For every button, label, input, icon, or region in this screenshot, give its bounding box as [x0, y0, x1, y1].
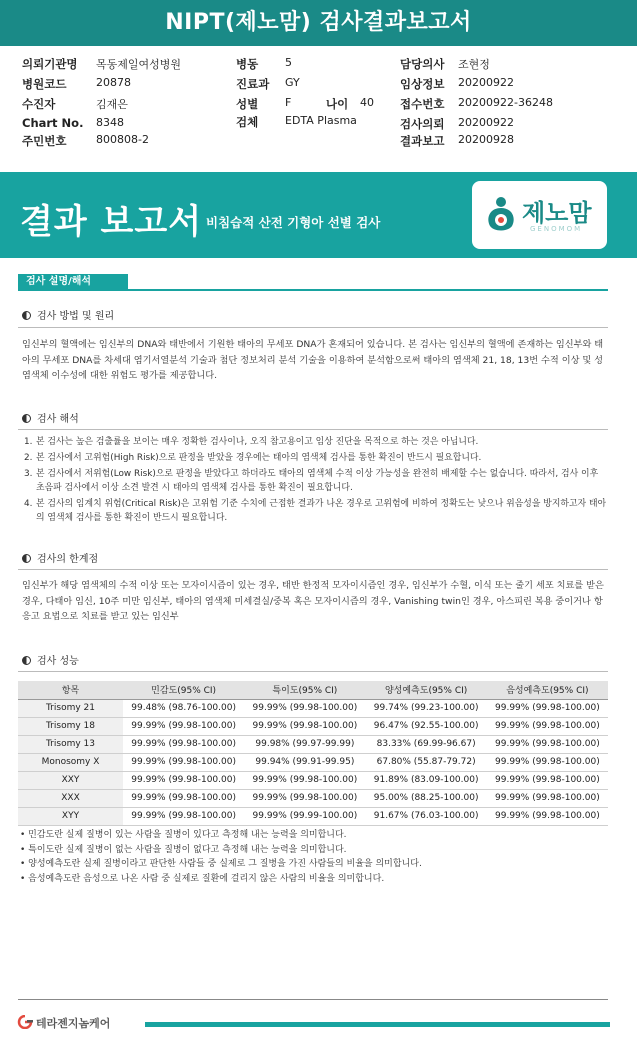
value-clinical-info: 20200922 [458, 76, 514, 89]
value-receipt-no: 20200922-36248 [458, 96, 553, 109]
label-sex: 성별 [236, 97, 259, 111]
limit-heading [22, 550, 98, 565]
table-row [18, 735, 608, 753]
label-doctor: 담당의사 [400, 57, 445, 71]
value-report-date: 20200928 [458, 133, 514, 146]
row-label-cell: XXX [18, 789, 123, 807]
section-divider [18, 289, 608, 291]
table-row [18, 789, 608, 807]
table-cell: 83.33% (69.99-96.67) [366, 735, 487, 753]
half-circle-icon [22, 554, 31, 563]
terragen-logo-icon [16, 1015, 34, 1029]
label-institution: 의뢰기관명 [22, 57, 78, 71]
table-header-row [18, 681, 608, 699]
genomom-logo [472, 181, 607, 249]
value-age: 40 [360, 96, 374, 109]
table-cell: 99.99% (99.98-100.00) [244, 699, 365, 717]
footer-bar [145, 1022, 610, 1027]
footer-divider [18, 999, 608, 1000]
value-institution: 목동제일여성병원 [96, 58, 182, 71]
note-item: • 특이도란 실제 질병이 없는 사람을 질병이 없다고 측정해 내는 능력을 의미합니다. [20, 844, 347, 855]
table-row [18, 807, 608, 825]
column-header: 민감도(95% CI) [123, 681, 244, 699]
table-cell: 99.99% (99.98-100.00) [487, 753, 608, 771]
logo-subtext: GENOMOM [530, 225, 583, 233]
perf-heading [22, 652, 79, 667]
list-item: 1. 본 검사는 높은 검출률을 보이는 매우 정확한 검사이나, 오직 참고용이고 임상 진단을 목적으로 하는 것은 아닙니다. [24, 437, 479, 447]
value-doctor: 조현정 [458, 58, 490, 71]
list-item: 4. 본 검사의 임계치 위험(Critical Risk)은 고위험 기준 수치에 근접한 결과가 나온 경우로 고위험에 비하여 정확도는 낮으나 위음성을 방지하고자 태아의 염색체 검사를 통한 확진이 반드시 필요합니다. [24, 499, 607, 523]
table-cell: 96.47% (92.55-100.00) [366, 717, 487, 735]
table-row [18, 699, 608, 717]
divider [18, 429, 608, 430]
table-cell: 99.98% (99.97-99.99) [244, 735, 365, 753]
table-row [18, 753, 608, 771]
table-cell: 99.99% (99.98-100.00) [487, 699, 608, 717]
list-item: 2. 본 검사에서 고위험(High Risk)으로 판정을 받았을 경우에는 태아의 염색체 검사를 통한 확진이 반드시 필요합니다. [24, 453, 482, 463]
label-age: 나이 [326, 97, 349, 111]
method-text: 임신부의 혈액에는 임신부의 DNA와 태반에서 기원한 태아의 무세포 DNA가 혼재되어 있습니다. 본 검사는 임신부의 혈액에 존재하는 임신부와 태아의 무세포 DNA를 차세대 염기서열분석 기술과 첨단 정보처리 분석 기술을 이용하여 분석함으로써 태아의 염색체 21, 18, 13번 수적 이상 및 성염색체 이수성에 대한 위험도 평가를 제공합니다. [22, 339, 604, 381]
interp-title: 검사 해석 [37, 414, 79, 425]
table-cell: 99.99% (99.98-100.00) [487, 771, 608, 789]
method-heading [22, 307, 114, 322]
table-cell: 99.99% (99.98-100.00) [487, 789, 608, 807]
table-cell: 99.99% (99.99-100.00) [244, 807, 365, 825]
table-cell: 99.99% (99.98-100.00) [123, 807, 244, 825]
table-cell: 99.99% (99.98-100.00) [123, 735, 244, 753]
logo-text: 제노맘 [522, 199, 592, 227]
table-cell: 99.99% (99.98-100.00) [123, 717, 244, 735]
footer-logo [16, 1015, 110, 1031]
label-chart-no: Chart No. [22, 116, 84, 130]
value-sex: F [285, 96, 292, 109]
row-label-cell: Trisomy 13 [18, 735, 123, 753]
row-label-cell: XYY [18, 807, 123, 825]
table-cell: 95.00% (88.25-100.00) [366, 789, 487, 807]
table-cell: 99.99% (99.98-100.00) [123, 753, 244, 771]
value-request-date: 20200922 [458, 116, 514, 129]
table-cell: 91.67% (76.03-100.00) [366, 807, 487, 825]
label-department: 진료과 [236, 77, 270, 91]
divider [18, 569, 608, 570]
result-banner [0, 172, 637, 258]
table-row [18, 717, 608, 735]
divider [18, 327, 608, 328]
label-clinical-info: 임상정보 [400, 77, 445, 91]
list-item: 3. 본 검사에서 저위험(Low Risk)으로 판정을 받았다고 하더라도 태아의 염색체 수적 이상 가능성을 완전히 배제할 수는 없습니다. 따라서, 검사 이후 초음파 검사에서 이상 소견 발견 시 태아의 염색체 검사를 통한 확진이 필요합니다. [24, 469, 599, 493]
interp-heading [22, 410, 79, 425]
label-specimen: 검체 [236, 115, 259, 129]
value-department: GY [285, 76, 300, 89]
label-receipt-no: 접수번호 [400, 97, 445, 111]
table-cell: 99.48% (98.76-100.00) [123, 699, 244, 717]
label-report-date: 결과보고 [400, 134, 445, 148]
table-cell: 99.99% (99.98-100.00) [123, 771, 244, 789]
row-label-cell: Trisomy 21 [18, 699, 123, 717]
note-item: • 음성예측도란 음성으로 나온 사람 중 실제로 질환에 걸리지 않은 사람의 비율을 의미합니다. [20, 873, 385, 884]
column-header: 음성예측도(95% CI) [487, 681, 608, 699]
table-cell: 99.74% (99.23-100.00) [366, 699, 487, 717]
table-cell: 99.99% (99.98-100.00) [244, 789, 365, 807]
table-cell: 67.80% (55.87-79.72) [366, 753, 487, 771]
row-label-cell: Monosomy X [18, 753, 123, 771]
notes [20, 828, 610, 886]
table-cell: 99.99% (99.98-100.00) [244, 717, 365, 735]
column-header: 특이도(95% CI) [244, 681, 365, 699]
value-specimen: EDTA Plasma [285, 114, 357, 127]
table-row [18, 771, 608, 789]
limit-title: 검사의 한계점 [37, 554, 99, 565]
half-circle-icon [22, 414, 31, 423]
footer-company: 테라젠지놈케어 [36, 1017, 111, 1030]
interp-list [24, 435, 608, 527]
table-cell: 99.99% (99.98-100.00) [244, 771, 365, 789]
table-cell: 99.99% (99.98-100.00) [487, 717, 608, 735]
label-request-date: 검사의뢰 [400, 117, 445, 131]
note-item: • 양성예측도란 실제 질병이라고 판단한 사람들 중 실제로 그 질병을 가진 사람들의 비율을 의미합니다. [20, 859, 422, 869]
banner-title: 결과 보고서 [20, 202, 203, 242]
divider [18, 671, 608, 672]
value-patient: 김재은 [96, 98, 128, 111]
label-resident-no: 주민번호 [22, 134, 67, 148]
table-cell: 99.99% (99.98-100.00) [487, 735, 608, 753]
limit-text: 임신부가 해당 염색체의 수적 이상 또는 모자이시즘이 있는 경우, 태반 한정적 모자이시즘인 경우, 임신부가 수혈, 이식 또는 줄기 세포 치료를 받은 경우, 다태아 임신, 10주 미만 임신부, 태아의 염색체 미세결실/중복 혹은 모자이시즘의 경우, Vanishing twin인 경우, 아스피린 복용 중이거나 항 응고 요법으로 치료를 받고 있는 임신부 [22, 580, 604, 622]
table-cell: 99.99% (99.98-100.00) [487, 807, 608, 825]
table-cell: 91.89% (83.09-100.00) [366, 771, 487, 789]
performance-table [18, 681, 608, 826]
table-cell: 99.94% (99.91-99.95) [244, 753, 365, 771]
banner-subtitle: 비침습적 산전 기형아 선별 검사 [206, 215, 381, 230]
method-title: 검사 방법 및 원리 [37, 311, 115, 322]
report-title: NIPT(제노맘) 검사결과보고서 [0, 0, 637, 46]
label-patient: 수진자 [22, 97, 56, 111]
row-label-cell: XXY [18, 771, 123, 789]
value-hospital-code: 20878 [96, 76, 131, 89]
perf-title: 검사 성능 [37, 656, 79, 667]
value-chart-no: 8348 [96, 116, 124, 129]
half-circle-icon [22, 311, 31, 320]
value-ward: 5 [285, 56, 292, 69]
value-resident-no: 800808-2 [96, 133, 149, 146]
label-hospital-code: 병원코드 [22, 77, 67, 91]
section-tab: 검사 설명/해석 [18, 274, 128, 290]
genomom-mark-icon [484, 195, 518, 233]
column-header: 항목 [18, 681, 123, 699]
half-circle-icon [22, 656, 31, 665]
note-item: • 민감도란 실제 질병이 있는 사람을 질병이 있다고 측정해 내는 능력을 의미합니다. [20, 830, 347, 840]
column-header: 양성예측도(95% CI) [366, 681, 487, 699]
table-cell: 99.99% (99.98-100.00) [123, 789, 244, 807]
row-label-cell: Trisomy 18 [18, 717, 123, 735]
label-ward: 병동 [236, 57, 259, 71]
